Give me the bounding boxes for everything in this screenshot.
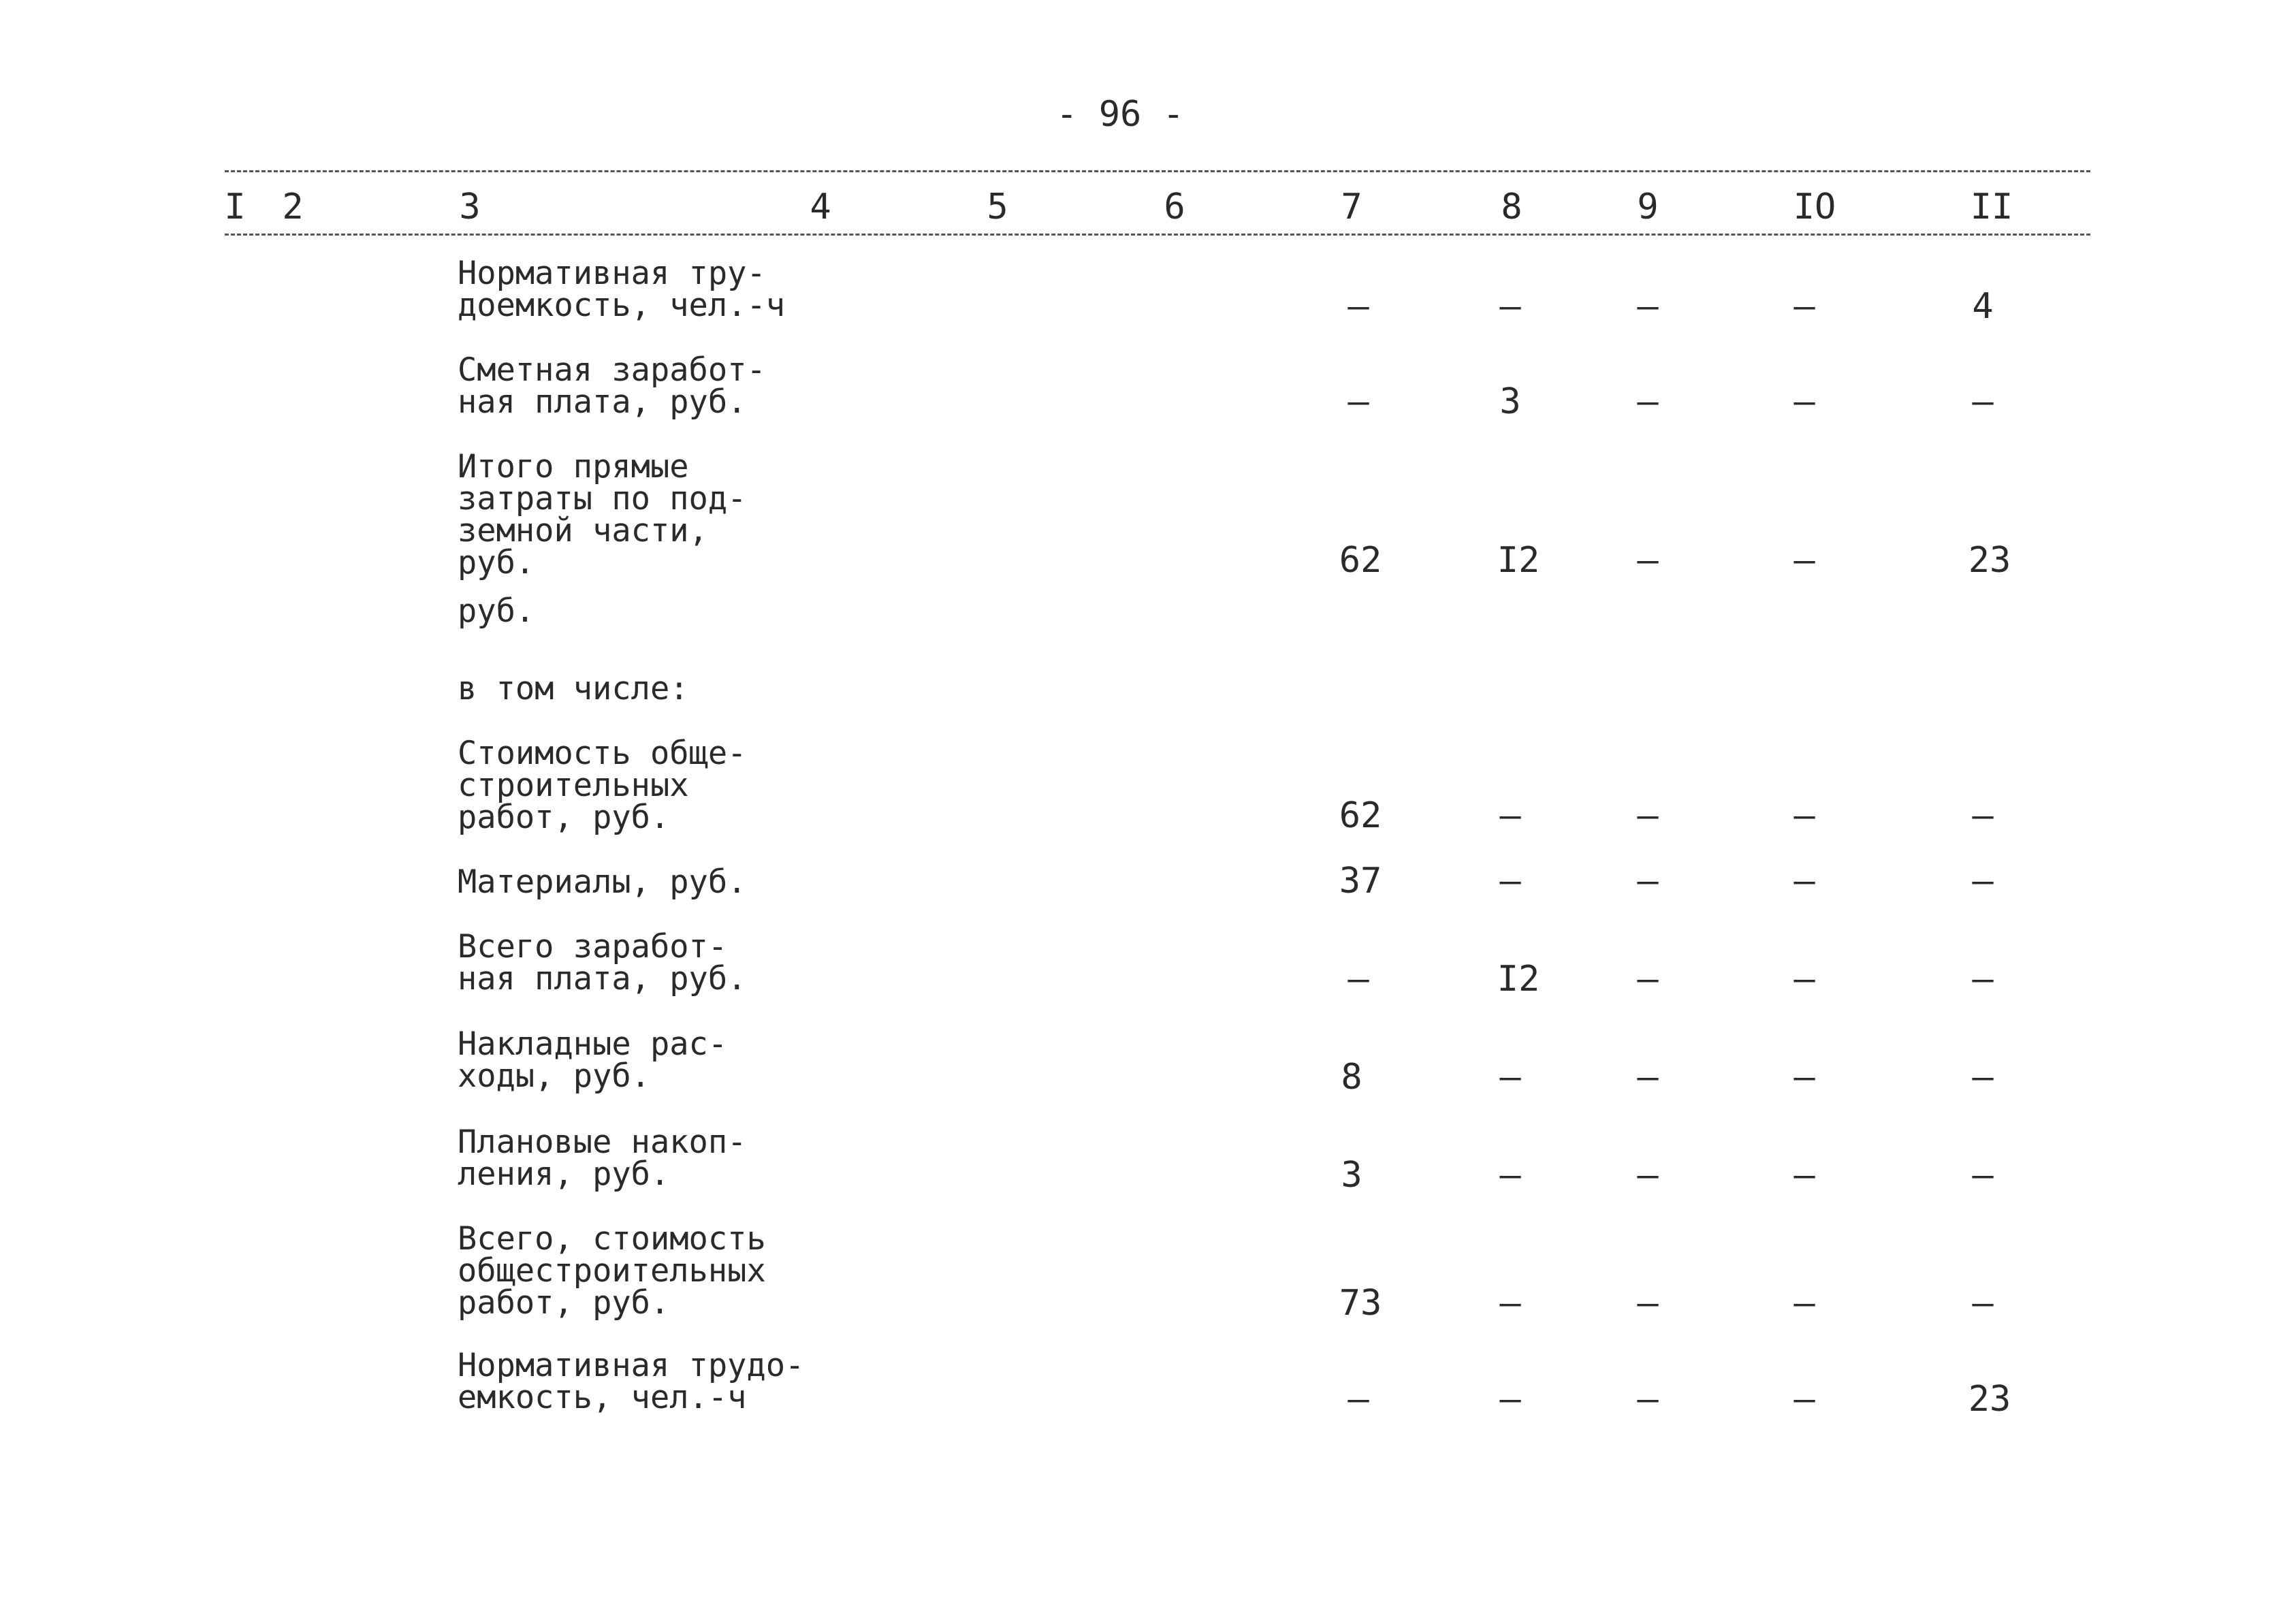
column-header-10: IO [1793,187,1836,227]
column-header-3: 3 [459,187,481,227]
cell-r11-c7: – [1348,1379,1369,1420]
table-header-rule [225,234,2090,236]
cell-r8-c11: – [1972,1057,1994,1098]
cell-r10-c7: 73 [1339,1283,1382,1324]
cell-r10-c10: – [1793,1283,1815,1324]
cell-r0-c7: – [1348,286,1369,327]
cell-r9-c10: – [1793,1155,1815,1196]
cell-r0-c11: 4 [1972,286,1994,327]
cell-r11-c10: – [1793,1379,1815,1420]
cell-r7-c10: – [1793,959,1815,1000]
cell-r5-c8: – [1499,795,1521,836]
cell-r7-c7: – [1348,959,1369,1000]
cell-r2-c11: 23 [1968,540,2011,581]
cell-r2-c7: 62 [1339,540,1382,581]
page-number: - 96 - [1056,94,1184,135]
cell-r2-c10: – [1793,540,1815,581]
table-top-rule [225,170,2090,172]
column-header-11: II [1970,187,2013,227]
cell-r8-c7: 8 [1341,1057,1362,1098]
column-header-2: 2 [282,187,304,227]
cell-r10-c9: – [1637,1283,1659,1324]
column-header-1: I [224,187,246,227]
cell-r8-c9: – [1637,1057,1659,1098]
cell-r1-c8: 3 [1499,381,1521,422]
cell-r7-c9: – [1637,959,1659,1000]
cell-r6-c8: – [1499,861,1521,901]
column-header-8: 8 [1501,187,1522,227]
cell-r6-c7: 37 [1339,861,1382,901]
row-label-total-wages: Всего заработ- ная плата, руб. [458,928,747,997]
cell-r2-c9: – [1637,540,1659,581]
column-header-6: 6 [1164,187,1185,227]
cell-r10-c11: – [1972,1283,1994,1324]
cell-r10-c8: – [1499,1283,1521,1324]
cell-r6-c9: – [1637,861,1659,901]
row-label-total-direct-costs: Итого прямые затраты по под- земной части, руб. [458,448,747,581]
row-label-planned-savings: Плановые накоп- ления, руб. [458,1123,747,1193]
row-label-total-general-construction: Всего, стоимость общестроительных работ, руб. [458,1220,766,1322]
cell-r11-c8: – [1499,1379,1521,1420]
column-header-7: 7 [1341,187,1362,227]
row-label-labor-norm-total: Нормативная трудо- емкость, чел.-ч [458,1347,805,1416]
cell-r5-c7: 62 [1339,795,1382,836]
cell-r0-c9: – [1637,286,1659,327]
cell-r9-c9: – [1637,1155,1659,1196]
cell-r9-c11: – [1972,1155,1994,1196]
column-header-9: 9 [1637,187,1659,227]
cell-r0-c8: – [1499,286,1521,327]
row-label-materials: Материалы, руб. [458,863,747,901]
cell-r7-c11: – [1972,959,1994,1000]
row-label-rub: руб. [458,592,535,630]
cell-r5-c10: – [1793,795,1815,836]
cell-r9-c7: 3 [1341,1155,1362,1196]
cell-r2-c8: I2 [1497,540,1540,581]
cell-r6-c10: – [1793,861,1815,901]
cell-r1-c10: – [1793,381,1815,422]
cell-r7-c8: I2 [1497,959,1540,1000]
cell-r11-c11: 23 [1968,1379,2011,1420]
column-header-5: 5 [987,187,1008,227]
row-label-including: в том числе: [458,670,689,707]
row-label-labor-norm: Нормативная тру- доемкость, чел.-ч [458,255,786,324]
cell-r5-c11: – [1972,795,1994,836]
cell-r9-c8: – [1499,1155,1521,1196]
cell-r6-c11: – [1972,861,1994,901]
row-label-overhead: Накладные рас- ходы, руб. [458,1025,728,1095]
cell-r1-c9: – [1637,381,1659,422]
cell-r1-c7: – [1348,381,1369,422]
row-label-estimated-wages: Сметная заработ- ная плата, руб. [458,351,766,421]
cell-r11-c9: – [1637,1379,1659,1420]
column-header-4: 4 [810,187,831,227]
cell-r8-c10: – [1793,1057,1815,1098]
cell-r5-c9: – [1637,795,1659,836]
cell-r0-c10: – [1793,286,1815,327]
cell-r8-c8: – [1499,1057,1521,1098]
cell-r1-c11: – [1972,381,1994,422]
row-label-general-construction-cost: Стоимость обще- строительных работ, руб. [458,735,747,836]
